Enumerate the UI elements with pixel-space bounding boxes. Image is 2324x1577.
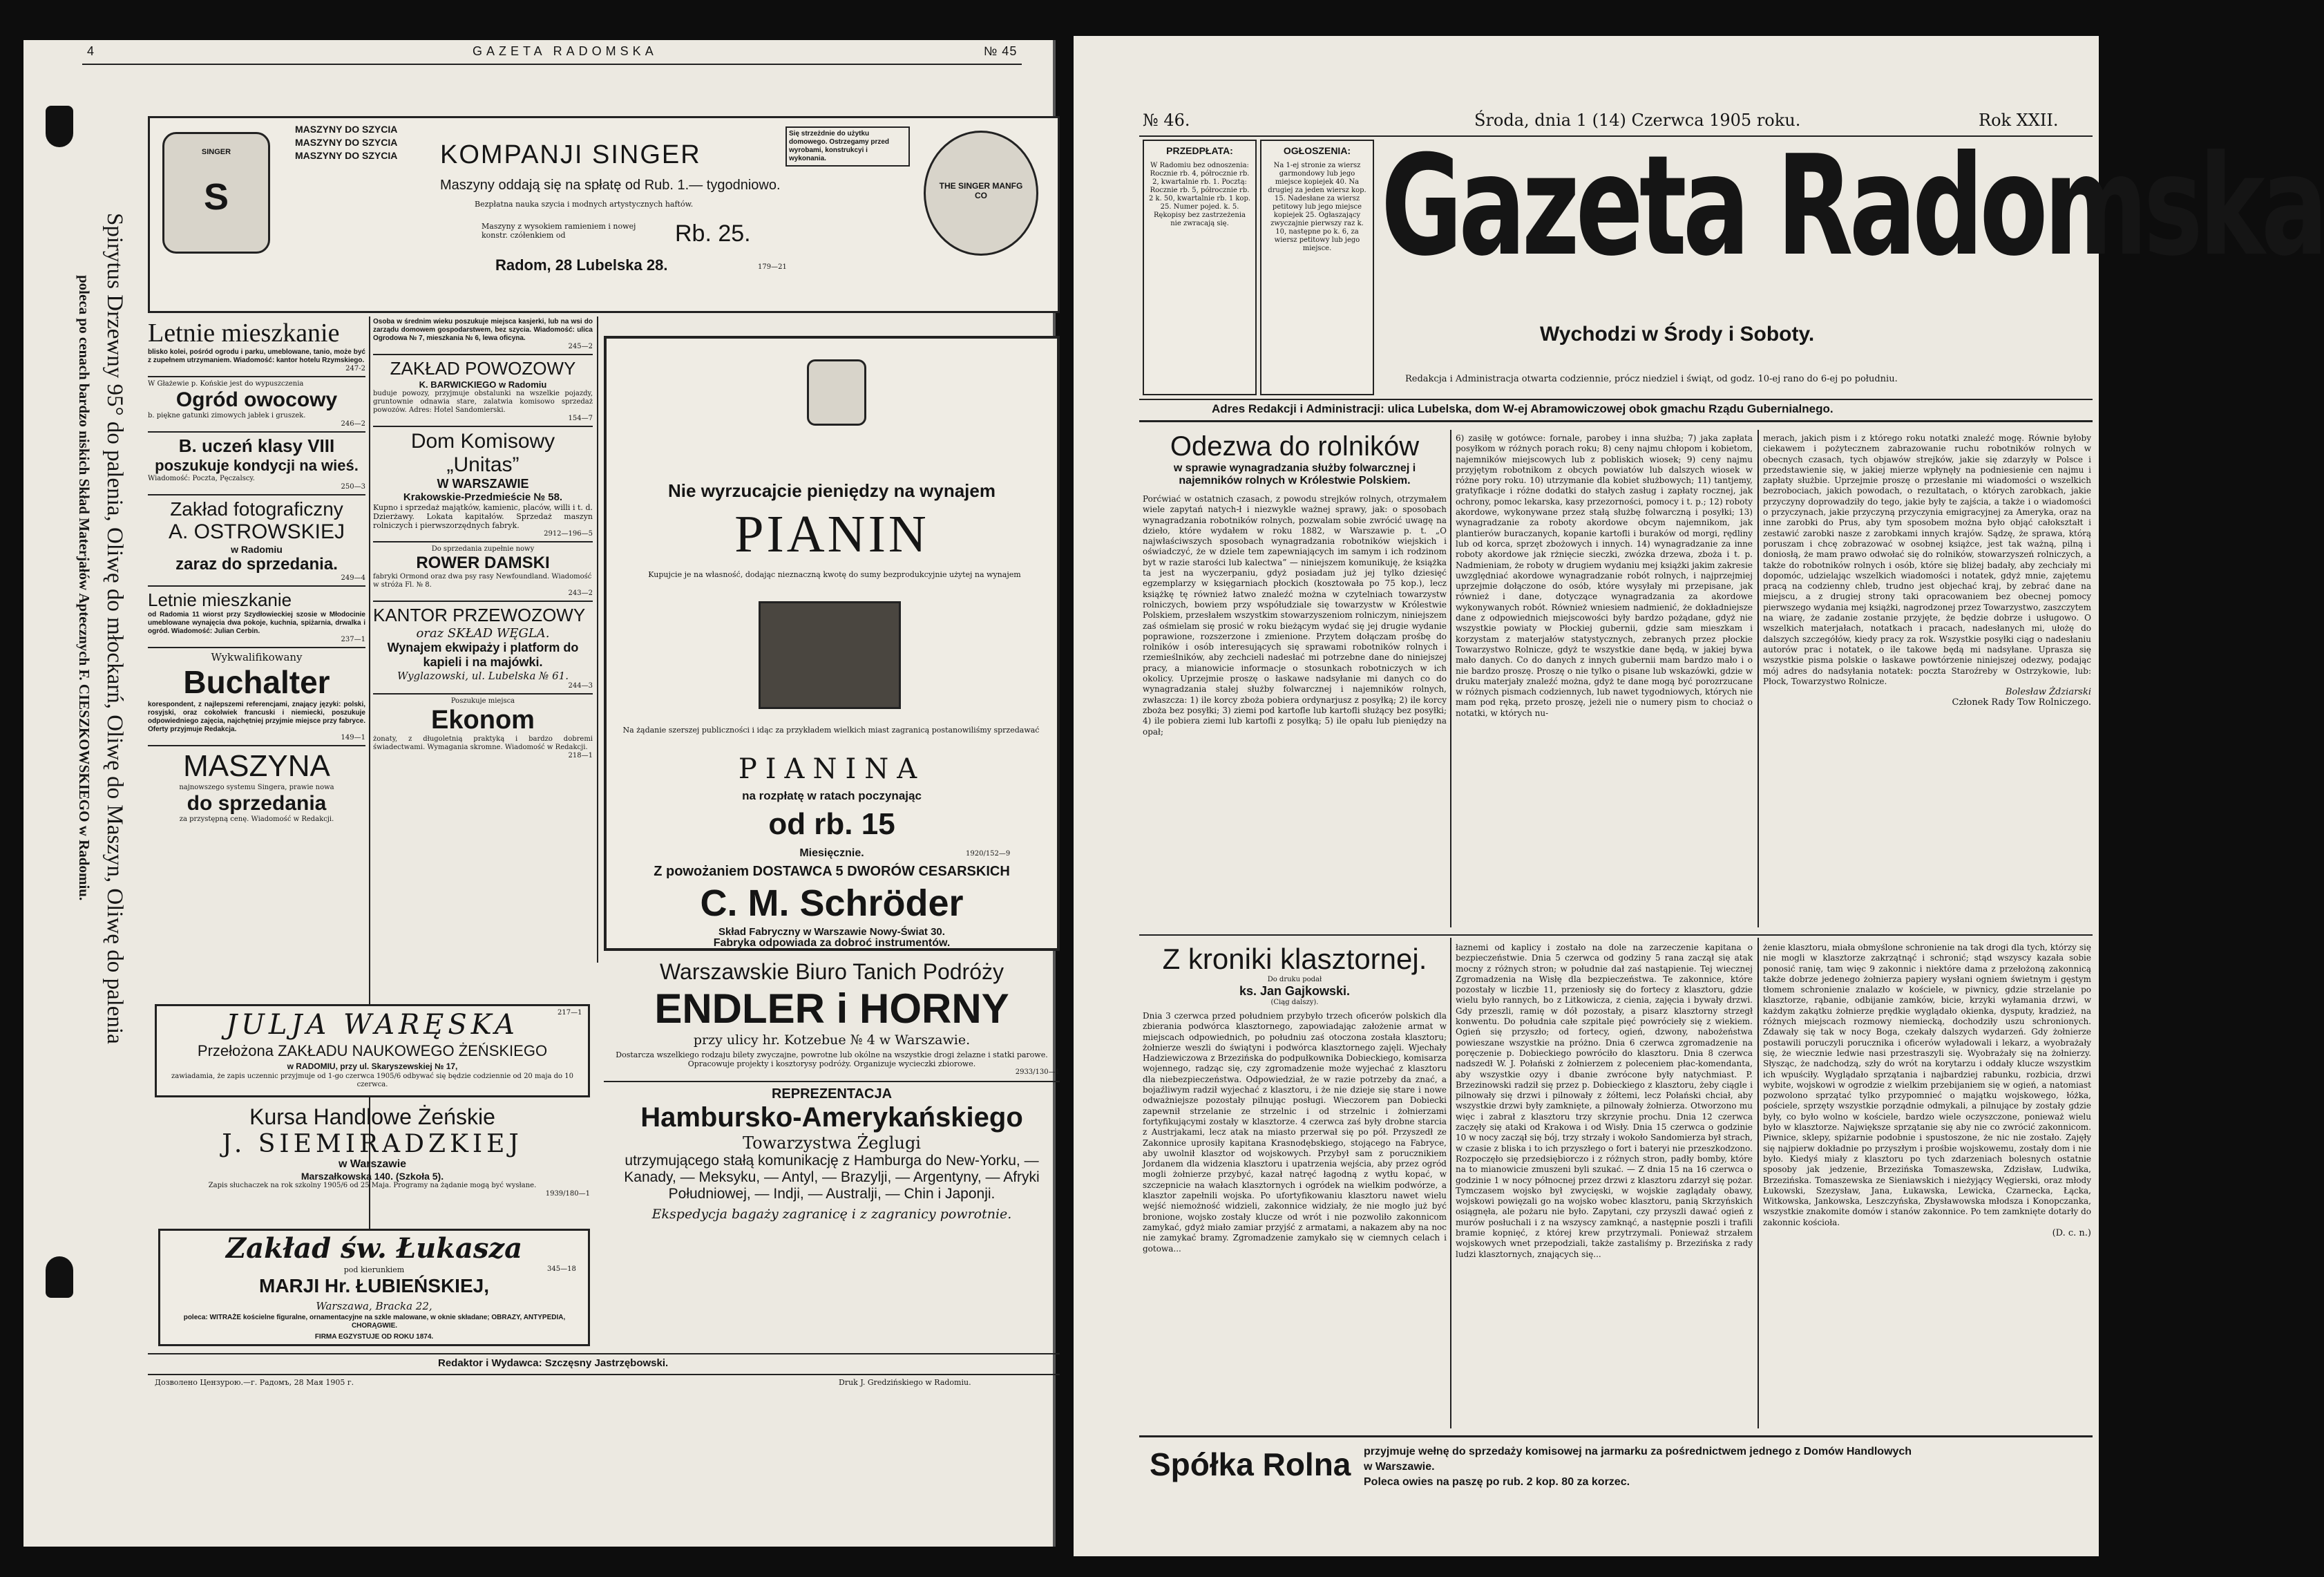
machine-line-1: MASZYNY DO SZYCIA bbox=[295, 124, 398, 135]
powoz-ref: 154—7 bbox=[568, 415, 593, 422]
lukasz-address: Warszawa, Bracka 22, bbox=[316, 1300, 432, 1312]
letnie2-title: Letnie mieszkanie bbox=[148, 589, 292, 610]
odezwa-signature-title: Członek Rady Tow Rolniczego. bbox=[1952, 697, 2091, 708]
pointing-hand-icon bbox=[46, 106, 73, 147]
letnie2-text: od Radomia 11 wiorst przy Szydłowieckiej szosie w Młodocinie umeblowane wynajęcia dwa pokoje, kuchnia, spiżarnia, drwalka i ogród. Wiadomość: Julian Cerbin. bbox=[148, 611, 365, 635]
pianin-notice: Na żądanie szerszej publiczności i idąc za przykładem wielkich miast zagranicą postanowiliśmy sprzedawać bbox=[622, 726, 1040, 735]
odezwa-col1 bbox=[1143, 431, 1447, 737]
dom-ref: 2912—196—5 bbox=[544, 530, 593, 538]
foto-line2: A. OSTROWSKIEJ bbox=[168, 520, 345, 543]
endler-name: ENDLER i HORNY bbox=[654, 985, 1009, 1032]
subscription-text: W Radomiu bez odnoszenia: Rocznie rb. 4, półrocznie rb. 2, kwartalnie rb. 1. Pocztą: Rocznie rb. 5, półrocznie rb. 2 k. 50, kwartalnie rb. 1 kop. 25. Numer pojed. k. 5. Rękopisy bez zastrzeżenia nie zwracają się. bbox=[1148, 162, 1251, 227]
masthead-subtitle: Wychodzi w Środy i Soboty. bbox=[1540, 323, 1815, 346]
singer-logo-letter: S bbox=[203, 176, 229, 218]
foto-ref: 249—4 bbox=[341, 574, 365, 582]
masthead-area bbox=[1381, 126, 2324, 368]
odezwa-text-2: 6) zasiłę w gotówce: fornale, parobey i inna służba; 7) jaka zapłata posyłkom w różnych porach roku; 8) ceny najmu chłopom i kobietom, najemników miejscowych lub z pobliskich wiosek; 9) ceny najmu przyjętym robotnikom z obcych powiatów lub dalszych wiosek w różne pory roku. 10) utrzymanie dla kobiet służbowych; 11) tantjemy, gratyfikacje i różne dodatki do stałych zasług i zapłaty rocznej, jak ochrony, pomoc lekarska, kasy przezorności, pomocy i t. p.; 12) roboty akordowe, wykonywane przez stałą służbę folwarczną i posyłki; 13) wynagradzanie za roboty akordowe obcym najemnikom, jak plantierów buraczanych, kopanie kartofli i buraków od morgi, rędliny lub od korca, sprzęt zbożowych i innych. 14) wynagradzanie za inne roboty akordowe jak rżnięcie sieczki, zwózka drzewa, zboża i t. p. Nadmieniam, że roboty w drugiem wydaniu mej książki jakim zakresie uwzględniać akordowe wynagradzanie robót rolnych, i najprzejmiej uprzejmie dołączone do osób, które wysyłały mi przepisane, jak również i dane, dotyczące wynagradzania za akordowe wykonywanych robót. Również wniesiem nadmienić, że dokładniejsze dane z odpowiednich miejscowości były bardzo pożądane, gdyż nie wszystkie powiaty w Płockiej gubernii, gdzie sam mieszkam i korzystam z materjałów statystycznych, zebranych przez płockie Towarzystwo Rolnicze, gdyż te wszystkie dane będą, w jakiej bywa mało danych. Co do danych z innych gubernii mam bardzo mało i o nie bardzo proszę. Proszę o nie tylko o pisane lub wskazówki, gdzie w druku materjały znaleźć można, gdyż te dane mogą być porozrzucane w różnych pismach codziennych, lub nawet tygodniowych, których nie mam pod ręką, przeto proszę, jeżeli nie o numery pism to chociaż o notatki, w których nu- bbox=[1456, 433, 1753, 718]
wareska-ref: 217—1 bbox=[558, 1009, 582, 1017]
rower-ref: 243—2 bbox=[568, 589, 593, 597]
buchalter-ref: 149—1 bbox=[341, 734, 365, 742]
lukasz-title: Zakład św. Łukasza bbox=[225, 1232, 523, 1265]
dom-title: Dom Komisowy „Unitas” bbox=[410, 430, 555, 476]
pianin-monthly: Miesięcznie. bbox=[799, 847, 864, 859]
endler-address: przy ulicy hr. Kotzebue № 4 w Warszawie. bbox=[693, 1032, 971, 1048]
singer-seal-text: THE SINGER MANFG CO bbox=[939, 181, 1023, 200]
rule bbox=[604, 1081, 1060, 1082]
pianin-ad bbox=[604, 336, 1060, 951]
kronika-end: (D. c. n.) bbox=[2052, 1228, 2091, 1239]
printer-line: Druk J. Gredzińskiego w Radomiu. bbox=[839, 1378, 971, 1387]
endler-rep-text: utrzymującego stałą komunikację z Hamburga do New-Yorku, — Kanady, — Meksyku, — Antyl, — Brazylji, — Argentyny, — Afryki Południowej, — Indji, — Australji, — Chin i Japonji. bbox=[624, 1153, 1040, 1202]
left-col1 bbox=[148, 318, 365, 824]
kronika-col3 bbox=[1763, 943, 2091, 1238]
rule bbox=[373, 426, 593, 427]
lukasz-ad bbox=[158, 1229, 590, 1346]
running-title: GAZETA RADOMSKA bbox=[473, 44, 658, 58]
advertising-title: OGŁOSZENIA: bbox=[1283, 145, 1351, 156]
endler-ref: 2933/130—1 bbox=[1015, 1068, 1060, 1076]
kronika-title: Z kroniki klasztornej. bbox=[1162, 943, 1427, 975]
censor-line: Дозволено Цензурою.—г. Радомъ, 28 Мая 1905 г. bbox=[155, 1378, 354, 1387]
singer-warning: Się strzeżdnie do użytku domowego. Ostrzegamy przed wyrobami, konstrukcyi i wykonania. bbox=[785, 126, 910, 167]
foto-line4: zaraz do sprzedania. bbox=[175, 555, 338, 574]
pianin-slogan: Fabryka odpowiada za dobroć instrumentów. bbox=[713, 937, 951, 949]
maszyna-title: MASZYNA bbox=[183, 749, 330, 783]
machine-line-3: MASZYNY DO SZYCIA bbox=[295, 150, 398, 161]
subscription-box bbox=[1143, 140, 1257, 395]
lukasz-ref: 345—18 bbox=[547, 1265, 576, 1273]
powoz-text: buduje powozy, przyjmuje obstalunki na wszelkie pojazdy, gruntownie odnawia stare, zalatwia komisowo sprzedaż powozów. Adres: Hotel Sandomierski. bbox=[373, 390, 593, 414]
rule bbox=[1139, 1435, 2093, 1437]
kronika-continued: (Ciąg dalszy). bbox=[1270, 999, 1319, 1006]
office-hours: Redakcja i Administracja otwarta codziennie, prócz niedziel i świąt, od godz. 10-ej rano do 6-ej po południu. bbox=[1405, 374, 1898, 384]
pianin-price: od rb. 15 bbox=[768, 807, 895, 841]
issue-year: Rok XXII. bbox=[1979, 111, 2059, 130]
kursa-ad bbox=[155, 1104, 590, 1198]
ogrod-title: Ogród owocowy bbox=[175, 388, 338, 411]
spolka-text3: Poleca owies na paszę po rub. 2 kop. 80 za korzec. bbox=[1364, 1476, 1630, 1488]
pianin-title: PIANIN bbox=[734, 505, 929, 563]
endler-text: Dostarcza wszelkiego rodzaju bilety zwyczajne, powrotne lub okólne na wszystkie drogi żelazne i statki parowe. Opracowuje projekty i kosztorysy podróży. Organizuje wycieczki zbiorowe. bbox=[616, 1050, 1048, 1068]
odezwa-text-3: merach, jakich pism i z którego roku notatki znaleźć mogę. Równie byłoby ciekawem i pożytecznem zabrazowanie ruchu robotników rolnych w obecnych czasach, tych objawów strejków, jakie się zdarzyły w Polsce i przedstawienie się, w jakiej mierze wpłynęły na podniesienie cen najmu i zapłaty służbie. Uprzejmie proszę o przesłanie mi wiadomości o wszelkich bezrobociach, jakich powodach, o rezultatach, o których zarobkach, jakie przyczyny doprowadziły do tego, jakie były te zajścia, a także i o wiadomości o przyczynach, jakie przyczyną przyczynia emigracyjnej za Ameryka, oraz na inne zarobki do Prus, aby tym sposobem można było objąć całokształt i zestawić zarobki nasze z zarobkami innych krajów. Sądzę, że sprawa, którą poruszam i chcę zobrazować w osobnej książce, jest tak ważną, pilną i doniosłą, że mam prawo odwołać się do rolników, stowarzyszeń rolniczych, a także do robotników rolnych i osób, które się bliżej badały, aby zechciały mi dopomóc, udzielając wszelkich wiadomości i notatek, gdyż mnie, zajętemu pracą na codzienny chleb, trudno jest objechać kraj, by zebrać dane na miejscu, a z drugiej strony taki opracowaniem bez obecnej pomocy pierwszego wydania mej książki, nagrodzonej przez Towarzystwo, zaszczytem na wiarę, że zadanie zostanie przyjęte, że będzie dobrze i usługowo. O wszelkich materjałach, notatkach i pracach, nadesłanych mi, ułożę do dalszych szczegółów, kiedy pracy za rok. Wszystkie posyłki ciąg o nadesłaniu autorów prac i notatek, o ile takowe będą mi nadsyłane. Uprasza się wszystkie pisma polskie o łaskawe powtórzenie niniejszej odezwy, podając mój adres do nadsyłania notatek: poczta Staroźreby w Ostrzykowie, lub: Płock, Towarzystwo Rolnicze. bbox=[1763, 433, 2091, 686]
pianina-title: PIANINA bbox=[738, 753, 926, 785]
rule bbox=[373, 601, 593, 602]
wareska-place: w RADOMIU, przy ul. Skaryszewskiej № 17, bbox=[287, 1061, 458, 1071]
endler-title: Warszawskie Biuro Tanich Podróży bbox=[660, 959, 1004, 984]
right-page bbox=[1074, 36, 2324, 1556]
maszyna-text: najnowszego systemu Singera, prawie nowa bbox=[179, 784, 334, 791]
singer-address: Radom, 28 Lubelska 28. bbox=[495, 256, 668, 274]
kronika-intro: Do druku podał bbox=[1267, 976, 1322, 983]
ogrod-text: b. piękne gatunki zimowych jabłek i gruszek. bbox=[148, 412, 306, 419]
footer-rule bbox=[148, 1374, 1060, 1375]
editor-line: Redaktor i Wydawca: Szczęsny Jastrzębowski. bbox=[438, 1357, 669, 1369]
rule bbox=[373, 354, 593, 355]
machine-line-2: MASZYNY DO SZYCIA bbox=[295, 137, 398, 148]
singer-ad bbox=[148, 116, 1060, 313]
left-page bbox=[23, 40, 1060, 1547]
wareska-text: zawiadamia, że zapis uczennic przyjmuje od 1-go czerwca 1905/6 odbywać się będzie codziennie od 20 maja do 10 czerwca. bbox=[171, 1073, 573, 1088]
wareska-name: JULJA WARĘSKA bbox=[226, 1009, 519, 1041]
uczen-title: B. uczeń klasy VIII bbox=[178, 435, 335, 456]
letnie-text: blisko kolei, pośród ogrodu i parku, umeblowane, tanio, może być z zupełnem utrzymaniem. Wiadomość: kantor hotelu Rzymskiego. bbox=[148, 348, 365, 364]
kantor-text: Wynajem ekwipaży i platform do kapieli i na majówki. bbox=[387, 641, 579, 669]
office-address: Adres Redakcji i Administracji: ulica Lubelska, dom W-ej Abramowiczowej obok gmachu Rządu Gubernialnego. bbox=[1212, 402, 1834, 415]
odezwa-title: Odezwa do rolników bbox=[1170, 431, 1420, 462]
spolka-text2: w Warszawie. bbox=[1364, 1461, 1435, 1473]
singer-line1: Maszyny oddają się na spłatę od Rub. 1.— tygodniowo. bbox=[440, 178, 781, 193]
rule bbox=[148, 647, 365, 648]
column-rule bbox=[1758, 430, 1759, 927]
kantor-ref: 244—3 bbox=[568, 682, 593, 690]
rower-title: ROWER DAMSKI bbox=[416, 554, 550, 572]
column-rule bbox=[1450, 430, 1451, 927]
rule bbox=[373, 541, 593, 542]
letnie2-ref: 237—1 bbox=[341, 636, 365, 643]
rule bbox=[1139, 420, 2093, 422]
buchalter-text: korespondent, z najlepszemi referencjami, znający języki: polski, rosyjski, oraz cokolwiek francuski i niemiecki, poszukuje odpowiedniego zajęcia, najchętniej przyjmie miejsce przy fabryce. Oferty przyjmuje Redakcja. bbox=[148, 701, 365, 733]
vertical-ad-line2: poleca po cenach bardzo niskich Skład Materjałów Aptecznych F. CIESZKOWSKIEGO w Radomiu. bbox=[76, 275, 93, 901]
maszyna-subtitle: do sprzedania bbox=[187, 792, 327, 815]
endler-rep-name: Hambursko-Amerykańskiego bbox=[640, 1102, 1023, 1133]
endler-rep: REPREZENTACJA bbox=[771, 1086, 893, 1102]
lukasz-subtitle: pod kierunkiem bbox=[343, 1265, 405, 1274]
endler-ad bbox=[604, 959, 1060, 1222]
kursa-text: Zapis słuchaczek na rok szkolny 1905/6 od 25 Maja. Programy na żądanie mogą być wysłane. bbox=[208, 1182, 537, 1189]
kronika-text-2: łaznemi od kaplicy i zostało na dole na zarzeczenie kapitana o bezpieczeństwie. Dnia 5 czerwca od godziny 5 rana zaczął się atak mocny z różnych stron; w południe dał zaś nastąpienie. Tej wiecznej Zgromadzenia na Wisłę dla bezpieczeństwa. Te zakonnice, które pozostały w liczbie 11, przeniosły się do fortecy z klasztoru, gdzie wielu było rannych, bo z Litkowicza, z cienia, zajęcia i bywały drzwi. Gdy przeszli, ramię w dół pozostały, a pisarz klasztorny strzegł konwentu. Do południa całe szpitale pięć powrócieły się z wiekiem. Ogień się przyszło; od fortecy, ogień, dzwony, nabożeństwa powieszane wszystkie na próżno. Dnia 6 czerwca zgromadzenie na poręczenie p. Dobieckiego powróciło do klasztoru. Dnia 8 czerwca nadszedł W. J. Połański z żołnierzem z poleceniem płac-komendanta, aby wszystkie ozyy i dbanie zwrócone były natychmiast. P. Brzezinowski radził się przez p. Dobieckiego z klasztoru, żeby ciągle i pilnowały się drzwi i pilnowały z żółtemi, lecz Połański chciał, aby wszystkie drzwi były zamknięte, a pilnowały żołnierza. Otworzono mu więc i zabrał z klasztoru trzy skrzynie prochu. Dnia 12 czerwca zaczęły się ataki od Krakowa i od Wisły. Dnia 15 czerwca o godzinie 10 w nocy zaczął się bój, trzy strzały i wokoło Sandomierza był strach, w czasie z bliska i to ich przyszłego o fort i bateryi nie przeszkodzono. Rozpoczęło się przedsiębiorczo i z różnych stron, padły bomby, które na to mianowicie zmuszeni byli szukać. — Z dnia 15 na 16 czerwca o godzinie 1 w nocy północnej przez drzwi z klasztoru zdarzył się pożar. Tymczasem wojsko był zwycięski, w wojskie zaglądały obawy, wojskowi powięzali go na wojsko wobec klasztoru, panią Skrzyńskich osiągnęła, ale pożaru nie było. Zapytani, czy przyszli dawać ogień z murów posłuchali i z na wszyscy zamknąć, a następnie poszli i trafili bramie kopnięć, z której krew przytrzymali. Ponieważ strzałem wojskowych wnet przepodziali, także zastaliśmy p. Brzezińska z rady ludzi klasztornych, znających się... bbox=[1456, 943, 1753, 1259]
kursa-city: w Warszawie bbox=[338, 1158, 407, 1170]
left-col2 bbox=[373, 318, 593, 760]
pianin-supplier: Z powożaniem DOSTAWCA 5 DWORÓW CESARSKICH bbox=[654, 864, 1010, 879]
letnie-title: Letnie mieszkanie bbox=[148, 319, 340, 348]
column-rule bbox=[1450, 938, 1451, 1428]
endler-footer: Ekspedycja bagaży zagranicę i z zagranicy powrotnie. bbox=[651, 1207, 1012, 1222]
kursa-title: Kursa Handlowe Żeńskie bbox=[249, 1104, 495, 1129]
wareska-ad bbox=[155, 1004, 590, 1097]
kantor-address: Wyglazowski, ul. Lubelska № 61. bbox=[397, 670, 569, 682]
subscription-title: PRZEDPŁATA: bbox=[1166, 145, 1233, 156]
issue-date: Środa, dnia 1 (14) Czerwca 1905 roku. bbox=[1474, 111, 1801, 130]
lukasz-since: FIRMA EGZYSTUJE OD ROKU 1874. bbox=[314, 1333, 434, 1341]
spolka-name: Spółka Rolna bbox=[1150, 1446, 1351, 1482]
odezwa-text-1: Porćwiać w ostatnich czasach, z powodu strejków rolnych, otrzymałem wiele zapytań natych-ł i niezwykle ważnej sprawy, jak: o sposobach wynagradzania robotników rolnych, pozwalam sobie zwrócić uwagę na dzieło, które wydałem w roku 1882, w Warszawie p. t. „O najwłaściwszych sposobach wynagradzania robotników wiejskich i oświadczyć, że w dziele tem zapewniających im samym i ich rodzinom byt w razie starości lub kalectwa” — niniejszem komunikuję, że książka ta jest na wyczerpaniu, gdyż posiadam już jej tylko dziesięć egzemplarzy w księgarniach płockich (kosztowała po 75 kop.), lecz książkę tę również łatwo znaleźć można w czytelniach towarzystw rolniczych, bowiem przy współudziale się towarzystw w Królestwie Polskiem, przesłałem wszystkim stowarzyszeniom rolniczym, niniejszem zaś ośmielam się prosić w roku bieżącym wydać się jej drugie wydanie poprawione, rozszerzone i zmienione. Przytem dołączam prośbę do rolników i osób interesujących się sprawami robotników rolnych i rzemieślników, aby zechcieli nadesłać mi potrzebne dane do niniejszej pracy, a mianowicie informacje o stosunkach robotniczych w ich okolicy. Uprzejmie proszę o łaskawe nadsyłanie mi danych co do wynagradzania stałej służby folwarcznej i najemników rolnych, zwłaszcza: 1) ile korcy zboża pobiera ordynarjusz z posyłką; 2) ile korcy zboża bez posyłki; 3) ziemi pod kartofle lub kartofli służący bez posyłki; 4) ile pobiera ziemi lub kartofli z posyłką; 5) ile opału lub pieniędzy na opał; bbox=[1143, 494, 1447, 737]
ogrod-ref: 246—2 bbox=[341, 420, 365, 428]
pianin-company: C. M. Schröder bbox=[700, 882, 964, 924]
rule bbox=[148, 376, 365, 377]
issue-number: № 46. bbox=[1143, 111, 1190, 130]
buchalter-title: Buchalter bbox=[183, 664, 330, 700]
lukasz-text: poleca: WITRAŻE kościelne figuralne, ornamentacyjne na szkle malowane, w oknie składane; OBRAZY, ANTYPEDIA, CHORĄGWIE. bbox=[183, 1314, 566, 1330]
kantor-subtitle: oraz SKŁAD WĘGLA. bbox=[416, 626, 550, 641]
rule bbox=[1139, 934, 2093, 936]
pianin-line1: Nie wyrzucajcie pieniędzy na wynajem bbox=[668, 480, 996, 501]
kantor-title: KANTOR PRZEWOZOWY bbox=[373, 605, 586, 625]
singer-price: Rb. 25. bbox=[675, 220, 751, 247]
odezwa-subtitle: w sprawie wynagradzania służby folwarcznej i najemników rolnych w Królestwie Polskiem. bbox=[1173, 462, 1416, 487]
singer-line2: Bezpłatna nauka szycia i modnych artystycznych haftów. bbox=[475, 200, 694, 209]
spolka-text1: przyjmuje wełnę do sprzedaży komisowej na jarmarku za pośrednictwem jednego z Domów Handlowych bbox=[1364, 1446, 1912, 1457]
pianin-address: Skład Fabryczny w Warszawie Nowy-Świat 30. bbox=[718, 926, 945, 938]
rule bbox=[1139, 399, 2093, 400]
osoba-ref: 245—2 bbox=[568, 343, 593, 350]
odezwa-signature: Bolesław Żdziarski bbox=[2005, 687, 2091, 698]
foto-line1: Zakład fotograficzny bbox=[170, 498, 343, 520]
pianin-raty: na rozpłatę w ratach poczynając bbox=[742, 789, 922, 802]
singer-machine-list bbox=[295, 125, 419, 160]
kronika-author: ks. Jan Gajkowski. bbox=[1239, 984, 1351, 998]
rule bbox=[148, 745, 365, 746]
ogrod-intro: W Głażewie p. Końskie jest do wypuszczenia bbox=[148, 380, 304, 388]
ekonom-intro: Poszukuje miejsca bbox=[450, 697, 515, 705]
ekonom-ref: 218—1 bbox=[568, 752, 593, 759]
singer-badge-text: SINGER bbox=[201, 148, 231, 156]
lukasz-name: MARJI Hr. ŁUBIEŃSKIEJ, bbox=[259, 1275, 489, 1296]
uczen-subtitle: poszukuje kondycji na wieś. bbox=[155, 457, 359, 474]
buchalter-intro: Wykwalifikowany bbox=[211, 651, 303, 663]
uczen-text: Wiadomość: Poczta, Pęczalscy. bbox=[148, 475, 255, 482]
issue-number: № 45 bbox=[984, 44, 1018, 58]
kursa-ref: 1939/180—1 bbox=[545, 1190, 590, 1198]
letnie-ref: 247-2 bbox=[345, 365, 365, 372]
rule bbox=[373, 693, 593, 695]
rower-intro: Do sprzedania zupełnie nowy bbox=[431, 545, 535, 553]
dom-subtitle: W WARSZAWIE bbox=[437, 477, 529, 491]
kronika-text-1: Dnia 3 czerwca przed południem przybyło trzech oficerów polskich dla zbierania podwórca klasztornego, zapowiadając założenie armat w miejscach odpowiednich, po południu zaś otoczona została klasztoru; żołnierze weszli do świątyni i podwórca klasztornego zajęli. Wjechały Hadziewiczowa z Brzezińska do podpułkownika Dobieckiego, komisarza wojennego, radząc się, czy zgromadzenie może wyjechać z klasztoru dla niebezpieczeństwa. Odpowiedział, że w razie potrzeby da znać, a bojaźliwym radził wyjechać z klasztoru, i że nie dzieje się stare i nowe odważniejsze pozostały pilnując posługi. Wieczorem pan Dobiecki zapewnił strzelanie ze strzelnic i od strzelnic i żołnierzami fortyfikującymi zostały w klasztorze. 4 czerwca zaś były drobne starcia z Austrjakami, lecz atak na miasto przerwał się po pół. Przyszedł ze Zakonnice uprosiły kapitana Krasnodębskiego, stojącego na Fabryce, aby uwolnił klasztor od wojskowych. Przybył sam z porucznikiem Jordanem dla widzenia klasztoru i upatrzenia wejścia, aby przez ogród mogli żołnierze przybyć, kazał natręć łagodną z wytłu kopać, w szczepnicie na wałach klasztornych i ogródek na wielkim podwórze, a klasztor zapełnili wojska. Po ufortyfikowaniu klasztoru nawet wielu wejść niemożność widzieli, zakonnice widziały, że nie mogło już być bronione, wojsko zostały klucze od wrót i nie pozwoliło zakonnicom zamykać, gdyż miało zamiar przyjść z armatami, a nakazem aby na noc nie zamykać bramy. Zgromadzenie zamykało się w ciemnych celach i gotowa... bbox=[1143, 1011, 1447, 1254]
page-number: 4 bbox=[87, 44, 99, 58]
piano-image bbox=[759, 601, 901, 709]
column-rule bbox=[597, 317, 598, 963]
crown-crest-icon bbox=[807, 359, 866, 426]
masthead: Gazeta Radomska bbox=[1381, 126, 2324, 287]
wareska-title: Przełożona ZAKŁADU NAUKOWEGO ŻEŃSKIEGO bbox=[197, 1042, 548, 1059]
singer-line3: Maszyny z wysokiem ramieniem i nowej konstr. czółenkiem od bbox=[482, 222, 636, 240]
pianin-text: Kupujcie je na własność, dodając nieznaczną kwotę do sumy bezprodukcyjnie użytej na wynajem bbox=[648, 570, 1021, 579]
singer-title: KOMPANJI SINGER bbox=[440, 140, 701, 169]
dom-text: Kupno i sprzedaż majątków, kamienic, placów, willi i t. d. Dzierżawy. Lokata kapitałów. Sprzedaż maszyn rolniczych i pierwszorzędnych fabryk. bbox=[373, 503, 593, 530]
osoba-text: Osoba w średnim wieku poszukuje miejsca kasjerki, lub na wsi do zarządu domowem gospodarstwem, bez szycia. Wiadomość: ulica Ogrodowa № 7, mieszkania № 6, lewa oficyna. bbox=[373, 318, 593, 342]
singer-logo-icon bbox=[162, 132, 270, 254]
kursa-address: Marszałkowska 140. (Szkoła 5). bbox=[301, 1171, 444, 1182]
advertising-text: Na 1-ej stronie za wiersz garmondowy lub jego miejsce kopiejek 40. Na drugiej za jeden wiersz kop. 15. Nadesłane za wiersz petitowy lub jego miejsce kopiejek 25. Ogłaszający zwyczajnie pierwszy raz k. 10, następne po k. 6, za wiersz petitowy lub jego miejsce. bbox=[1268, 162, 1366, 252]
singer-seal-icon bbox=[924, 131, 1038, 256]
pointing-hand-icon bbox=[46, 1256, 73, 1298]
singer-ref: 179—21 bbox=[758, 263, 787, 271]
rule bbox=[148, 431, 365, 433]
ekonom-text: żonaty, z długoletnią praktyką i bardzo dobremi świadectwami. Wymagania skromne. Wiadomość w Redakcji. bbox=[373, 735, 593, 751]
powoz-subtitle: K. BARWICKIEGO w Radomiu bbox=[419, 379, 547, 390]
ekonom-title: Ekonom bbox=[431, 706, 535, 735]
pianin-ref: 1920/152—9 bbox=[966, 850, 1011, 858]
uczen-ref: 250—3 bbox=[341, 483, 365, 491]
kronika-col1 bbox=[1143, 943, 1447, 1254]
maszyna-note: za przystępną cenę. Wiadomość w Redakcji. bbox=[179, 815, 334, 823]
rule bbox=[148, 585, 365, 587]
vertical-ad-line1: Spirytus Drzewny 95° do palenia, Oliwę do młockarń, Oliwę do Maszyn, Oliwę do palenia bbox=[102, 213, 127, 1044]
header-rule bbox=[82, 64, 1022, 65]
powoz-title: ZAKŁAD POWOZOWY bbox=[390, 358, 576, 379]
rule bbox=[148, 494, 365, 495]
dom-address: Krakowskie-Przedmieście № 58. bbox=[403, 491, 563, 503]
endler-rep-sub: Towarzystwa Żeglugi bbox=[743, 1133, 921, 1153]
column-rule bbox=[1758, 938, 1759, 1428]
odezwa-col3 bbox=[1763, 433, 2091, 708]
rower-text: fabryki Ormond oraz dwa psy rasy Newfoundland. Wiadomość w stróża Fl. № 8. bbox=[373, 573, 592, 589]
footer-rule bbox=[148, 1353, 1060, 1354]
kursa-name: J. SIEMIRADZKIEJ bbox=[222, 1130, 523, 1158]
foto-line3: w Radomiu bbox=[231, 544, 283, 555]
kronika-text-3: żenie klasztoru, miała obmyślone schronienie na tak drogi dla tych, którzy się nie mogli w klasztorze zakrzątnąć i schronić; stąd wszyscy kazała sobie ponosić ranię, tam więc 9 zakonnic i niektóre dama z przełożoną zakonnicą także dobrze jedenego żołnierza papiery wysłani ogniem świetnym i gęstym tłomem schronienie znalazło w kościele, w piwnicy, gdzie strzelanie po klasztorze, rąbanie, odbijanie zamków, bicie, krzyki wyłamania drzwi, w każdym zakątku żołnierze prędkie wyglądało okienka, dysputy, kradzież, na różnych miejscach rozmowy niemiecką, dochodziły uszu schronionych. Zdawały się tak w nocy Boga, czekały dalszych wydarzeń. Gdy żołnierze postawili poruczyli porucznika i oficerów wyładowali i lekarz, a wyobrażały się, że wiecznie ledwie nasi przestraszyli się. Wyobrażały się na żołnierzy. Słysząc, że nadchodzą, szły do wrót na korytarzu i oddały klucze wszystkim ich wpuściły. Wyglądało sprzątania i najbardziej rabunku, rozbicia, drzwi wybite, wojskowi w ogrodzie z wielkim przebijaniem się w ogień, a natomiast pozwolono sprzątać tylko przypomnieć o majątku wojskowego, łóżka, pościele, sprzęty wszystkie porządnie odmykali, a pilnujące by zostały gdzie były, co było wolno w kościele, bardzo wiele oczyszczone, ponieważ wielu było w klasztorze. Największe sprzątanie się aby nie co zwrócić zakonnicom. Piwnice, sklepy, spiżarnie podobnie i spustoszone, że nic nie zostało. Zajęły się najpierw dokładnie po przyszłym i prośbie wojskowemu, zostały dom i nie było. Kiedyś miały z klasztoru po tych zdarzeniach bolesnych ostatnie sposoby jak jedzenie, Brzezińska Tomaszewska, Zdzisław, Ludwika, Brzezińska. Tomaszewska ze Sieniawskich i nieżyjący Węgierski, oraz młody Łukowski, Szezysław, Jana, Łukawska, Lewicka, Czarnecka, Łącka, Witkowska, Jankowska, Leszczyńska, Zbysławowska młodsza i Konopczanka, wszystkie znakomite domów i stanów zakonnice. Po tem zamknięte dotarły do zakonnic kościoła. bbox=[1763, 943, 2091, 1227]
advertising-box bbox=[1260, 140, 1374, 395]
